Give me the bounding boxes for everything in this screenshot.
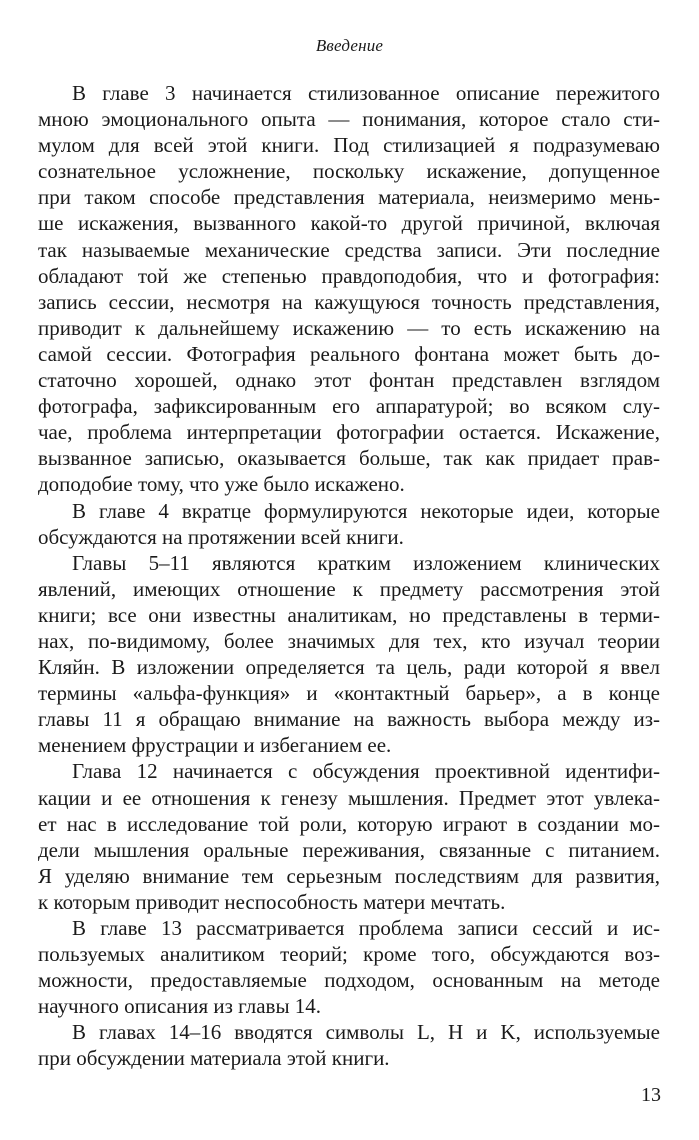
text-line: сознательное усложнение, поскольку искажение, допущенное <box>38 159 660 184</box>
body-text <box>38 80 660 1072</box>
paragraph <box>38 758 660 915</box>
text-line: пользуемых аналитиком теорий; кроме того, обсуждаются воз- <box>38 942 660 967</box>
text-line: чае, проблема интерпретации фотографии остается. Искажение, <box>38 420 660 445</box>
text-line: нах, по-видимому, более значимых для тех, кто изучал теории <box>38 628 660 653</box>
text-line: термины «альфа-функция» и «контактный барьер», а в конце <box>38 681 660 706</box>
text-line: ше искажения, вызванного какой-то другой причиной, включая <box>38 211 660 236</box>
text-line: кации и ее отношения к генезу мышления. Предмет этот увлека- <box>38 785 660 810</box>
text-line: приводит к дальнейшему искажению — то есть искажению на <box>38 315 660 340</box>
text-line: мною эмоционального опыта — понимания, которое стало сти- <box>38 107 660 132</box>
text-line: ет нас в исследование той роли, которую играют в создании мо- <box>38 811 660 836</box>
text-line: обсуждаются на протяжении всей книги. <box>38 524 404 549</box>
text-line: фотографа, зафиксированным его аппаратурой; во всяком слу- <box>38 394 660 419</box>
text-line: так называемые механические средства записи. Эти последние <box>38 237 660 262</box>
text-line: запись сессии, несмотря на кажущуюся точность представления, <box>38 289 660 314</box>
text-line: Кляйн. В изложении определяется та цель, ради которой я ввел <box>38 655 660 680</box>
text-line: при таком способе представления материала, неизмеримо мень- <box>38 185 660 210</box>
paragraph <box>38 550 660 759</box>
text-line: научного описания из главы 14. <box>38 994 322 1019</box>
page-number: 13 <box>641 1084 661 1106</box>
paragraph <box>38 1019 660 1071</box>
text-line: В главе 3 начинается стилизованное описание пережитого <box>72 81 660 105</box>
text-line: Я уделяю внимание тем серьезным последствиям для развития, <box>38 863 660 888</box>
paragraph <box>38 80 660 498</box>
text-line: В главе 4 вкратце формулируются некоторые идеи, которые <box>72 498 660 523</box>
text-line: главы 11 я обращаю внимание на важность выбора между из- <box>38 707 660 732</box>
text-line: вызванное записью, оказывается больше, так как придает прав- <box>38 446 660 471</box>
text-line: дели мышления оральные переживания, связанные с питанием. <box>38 837 660 862</box>
text-line: явлений, имеющих отношение к предмету рассмотрения этой <box>38 576 660 601</box>
text-line: Глава 12 начинается с обсуждения проективной идентифи- <box>72 759 660 784</box>
paragraph <box>38 498 660 550</box>
text-line: менением фрустрации и избеганием ее. <box>38 733 392 758</box>
text-line: В главах 14–16 вводятся символы L, H и K, используемые <box>72 1020 660 1045</box>
paragraph <box>38 915 660 1019</box>
text-line: мулом для всей этой книги. Под стилизацией я подразумеваю <box>38 133 660 158</box>
text-line: к которым приводит неспособность матери мечтать. <box>38 889 506 914</box>
text-line: статочно хорошей, однако этот фонтан представлен взглядом <box>38 368 660 393</box>
text-line: можности, предоставляемые подходом, основанным на методе <box>38 968 660 993</box>
text-line: Главы 5–11 являются кратким изложением клинических <box>72 550 660 575</box>
text-line: обладают той же степенью правдоподобия, что и фотография: <box>38 263 660 288</box>
running-head: Введение <box>315 36 384 55</box>
text-line: доподобие тому, что уже было искажено. <box>38 472 405 497</box>
text-line: при обсуждении материала этой книги. <box>38 1046 390 1071</box>
text-line: книги; все они известны аналитикам, но представлены в терми- <box>38 602 660 627</box>
text-line: В главе 13 рассматривается проблема записи сессий и ис- <box>72 916 660 940</box>
text-line: самой сессии. Фотография реального фонтана может быть до- <box>38 341 660 366</box>
